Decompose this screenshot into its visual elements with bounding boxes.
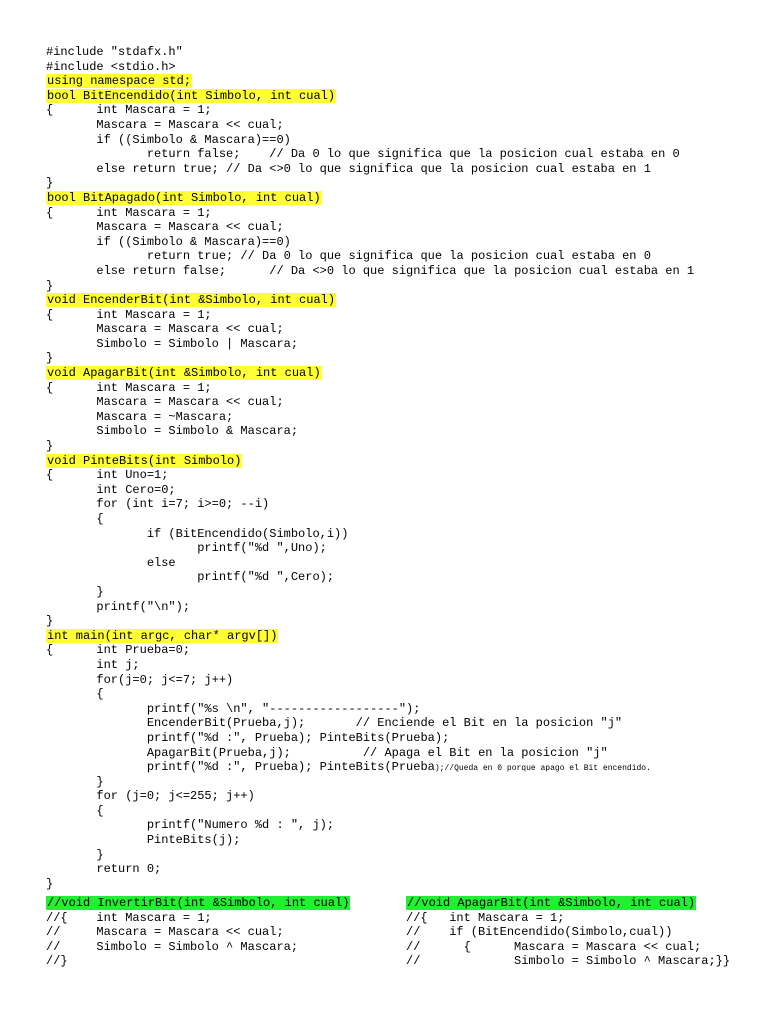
code-text: else return false; // Da <>0 lo que significa que la posicion cual estaba en 1 bbox=[46, 263, 695, 278]
code-text: { bbox=[46, 803, 104, 818]
commented-apagar-bit-block bbox=[406, 896, 736, 969]
code-text: printf("%s \n", "------------------"); bbox=[46, 701, 421, 716]
code-line bbox=[406, 896, 736, 911]
code-text: // Simbolo = Simbolo ^ Mascara;}} bbox=[406, 954, 731, 969]
highlighted-code-text: using namespace std; bbox=[47, 74, 192, 89]
code-line bbox=[46, 629, 746, 644]
code-line bbox=[46, 862, 746, 877]
code-text: } bbox=[46, 439, 54, 454]
highlighted-code-text: //void ApagarBit(int &Simbolo, int cual) bbox=[407, 896, 696, 910]
code-line bbox=[46, 483, 746, 498]
code-line bbox=[46, 322, 746, 337]
code-line bbox=[46, 60, 746, 75]
code-line bbox=[406, 940, 736, 955]
code-text: printf("%d ",Cero); bbox=[46, 570, 335, 585]
code-line bbox=[46, 925, 376, 940]
code-line bbox=[46, 716, 746, 731]
code-line bbox=[406, 911, 736, 926]
code-text: Mascara = Mascara << cual; bbox=[46, 322, 284, 337]
code-text: // Mascara = Mascara << cual; bbox=[46, 925, 284, 940]
code-text: ApagarBit(Prueba,j); // Apaga el Bit en la posicion "j" bbox=[46, 745, 608, 760]
code-text: { bbox=[46, 687, 104, 702]
code-text: printf("%d ",Uno); bbox=[46, 541, 327, 556]
code-text: //{ int Mascara = 1; bbox=[406, 910, 565, 925]
code-line bbox=[46, 235, 746, 250]
code-text: return 0; bbox=[46, 862, 162, 877]
code-text: } bbox=[46, 847, 104, 862]
code-text: // if (BitEncendido(Simbolo,cual)) bbox=[406, 925, 673, 940]
code-text: Simbolo = Simbolo | Mascara; bbox=[46, 336, 299, 351]
code-text: #include "stdafx.h" bbox=[46, 45, 183, 59]
code-text: for(j=0; j<=7; j++) bbox=[46, 672, 234, 687]
code-line bbox=[46, 600, 746, 615]
code-line bbox=[46, 279, 746, 294]
code-line bbox=[46, 643, 746, 658]
code-text: } bbox=[46, 351, 54, 366]
code-text: } bbox=[46, 278, 54, 293]
code-text: int Cero=0; bbox=[46, 482, 176, 497]
code-line bbox=[46, 118, 746, 133]
highlighted-code-text: //void InvertirBit(int &Simbolo, int cual) bbox=[47, 896, 350, 910]
code-text: Simbolo = Simbolo & Mascara; bbox=[46, 424, 299, 439]
code-line bbox=[46, 775, 746, 790]
code-line bbox=[46, 351, 746, 366]
code-line bbox=[46, 176, 746, 191]
code-text: { int Mascara = 1; bbox=[46, 380, 212, 395]
code-text: for (j=0; j<=255; j++) bbox=[46, 789, 255, 804]
code-line bbox=[46, 454, 746, 469]
code-text: Mascara = Mascara << cual; bbox=[46, 395, 284, 410]
code-line bbox=[46, 293, 746, 308]
code-line bbox=[46, 556, 746, 571]
code-line bbox=[46, 954, 376, 969]
code-text: printf("%d :", Prueba); PinteBits(Prueba); bbox=[46, 730, 450, 745]
code-line bbox=[46, 658, 746, 673]
highlighted-code-text: void EncenderBit(int &Simbolo, int cual) bbox=[47, 293, 336, 308]
code-text: int j; bbox=[46, 657, 140, 672]
code-line bbox=[46, 468, 746, 483]
code-text: { bbox=[46, 512, 104, 526]
code-text: else return true; // Da <>0 lo que significa que la posicion cual estaba en 1 bbox=[46, 161, 651, 176]
code-line bbox=[46, 746, 746, 761]
code-line bbox=[46, 103, 746, 118]
code-line bbox=[46, 424, 746, 439]
code-line bbox=[46, 366, 746, 381]
highlighted-code-text: void ApagarBit(int &Simbolo, int cual) bbox=[47, 366, 321, 381]
code-line bbox=[46, 896, 376, 911]
code-text: Mascara = Mascara << cual; bbox=[46, 220, 284, 235]
code-comment-small: );//Queda en 0 porque apago el Bit encendido. bbox=[434, 764, 651, 774]
code-line bbox=[46, 395, 746, 410]
code-line bbox=[46, 687, 746, 702]
code-text: for (int i=7; i>=0; --i) bbox=[46, 497, 270, 512]
code-line bbox=[46, 220, 746, 235]
code-line bbox=[46, 911, 376, 926]
code-line bbox=[46, 206, 746, 221]
code-line bbox=[46, 410, 746, 425]
code-text: #include <stdio.h> bbox=[46, 59, 176, 74]
highlighted-code-text: void PinteBits(int Simbolo) bbox=[47, 453, 242, 468]
code-line bbox=[46, 264, 746, 279]
code-text: { int Mascara = 1; bbox=[46, 103, 212, 118]
code-line bbox=[46, 760, 746, 775]
code-text: //} bbox=[46, 954, 68, 969]
code-line bbox=[46, 833, 746, 848]
code-text: { int Mascara = 1; bbox=[46, 205, 212, 220]
code-line bbox=[46, 337, 746, 352]
code-line bbox=[406, 925, 736, 940]
code-text: // Simbolo = Simbolo ^ Mascara; bbox=[46, 939, 299, 954]
code-text: return false; // Da 0 lo que significa que la posicion cual estaba en 0 bbox=[46, 147, 680, 162]
code-line bbox=[46, 673, 746, 688]
code-line bbox=[46, 133, 746, 148]
code-line bbox=[46, 585, 746, 600]
code-text: { int Mascara = 1; bbox=[46, 307, 212, 322]
code-line bbox=[46, 147, 746, 162]
code-text: //{ int Mascara = 1; bbox=[46, 910, 212, 925]
code-line bbox=[46, 497, 746, 512]
code-line bbox=[46, 614, 746, 629]
commented-invertir-bit-block bbox=[46, 896, 376, 969]
code-line bbox=[46, 541, 746, 556]
code-text: printf("Numero %d : ", j); bbox=[46, 818, 335, 833]
code-line bbox=[46, 74, 746, 89]
code-line bbox=[46, 877, 746, 892]
highlighted-code-text: int main(int argc, char* argv[]) bbox=[47, 628, 278, 643]
code-text: } bbox=[46, 584, 104, 599]
code-text: { int Uno=1; bbox=[46, 468, 169, 483]
code-line bbox=[46, 789, 746, 804]
code-line bbox=[46, 702, 746, 717]
code-line bbox=[46, 940, 376, 955]
highlighted-code-text: bool BitEncendido(int Simbolo, int cual) bbox=[47, 88, 336, 103]
code-text: } bbox=[46, 614, 54, 629]
code-text: PinteBits(j); bbox=[46, 833, 241, 848]
code-text: Mascara = ~Mascara; bbox=[46, 409, 234, 424]
code-text: } bbox=[46, 876, 54, 891]
code-text: EncenderBit(Prueba,j); // Enciende el Bit en la posicion "j" bbox=[46, 716, 623, 731]
code-line bbox=[46, 804, 746, 819]
code-line bbox=[46, 570, 746, 585]
code-text: Mascara = Mascara << cual; bbox=[46, 117, 284, 132]
code-text: return true; // Da 0 lo que significa que la posicion cual estaba en 0 bbox=[46, 249, 651, 264]
code-text: { int Prueba=0; bbox=[46, 643, 191, 658]
code-line bbox=[46, 191, 746, 206]
code-text: } bbox=[46, 774, 104, 789]
code-line bbox=[46, 249, 746, 264]
code-line bbox=[406, 954, 736, 969]
code-text: printf("%d :", Prueba); PinteBits(Prueba bbox=[46, 760, 435, 775]
code-line bbox=[46, 162, 746, 177]
code-text: // { Mascara = Mascara << cual; bbox=[406, 939, 702, 954]
code-line bbox=[46, 439, 746, 454]
code-text: if ((Simbolo & Mascara)==0) bbox=[46, 234, 291, 249]
code-line bbox=[46, 308, 746, 323]
code-line bbox=[46, 818, 746, 833]
code-line bbox=[46, 381, 746, 396]
code-text: if (BitEncendido(Simbolo,i)) bbox=[46, 526, 349, 541]
highlighted-code-text: bool BitApagado(int Simbolo, int cual) bbox=[47, 190, 321, 205]
code-text: printf("\n"); bbox=[46, 599, 191, 614]
code-line bbox=[46, 848, 746, 863]
code-text: if ((Simbolo & Mascara)==0) bbox=[46, 132, 291, 147]
code-line bbox=[46, 527, 746, 542]
code-listing bbox=[46, 45, 746, 891]
code-line bbox=[46, 731, 746, 746]
code-text: } bbox=[46, 176, 54, 191]
code-text: else bbox=[46, 555, 176, 570]
code-line bbox=[46, 89, 746, 104]
code-line bbox=[46, 512, 746, 527]
code-line bbox=[46, 45, 746, 60]
